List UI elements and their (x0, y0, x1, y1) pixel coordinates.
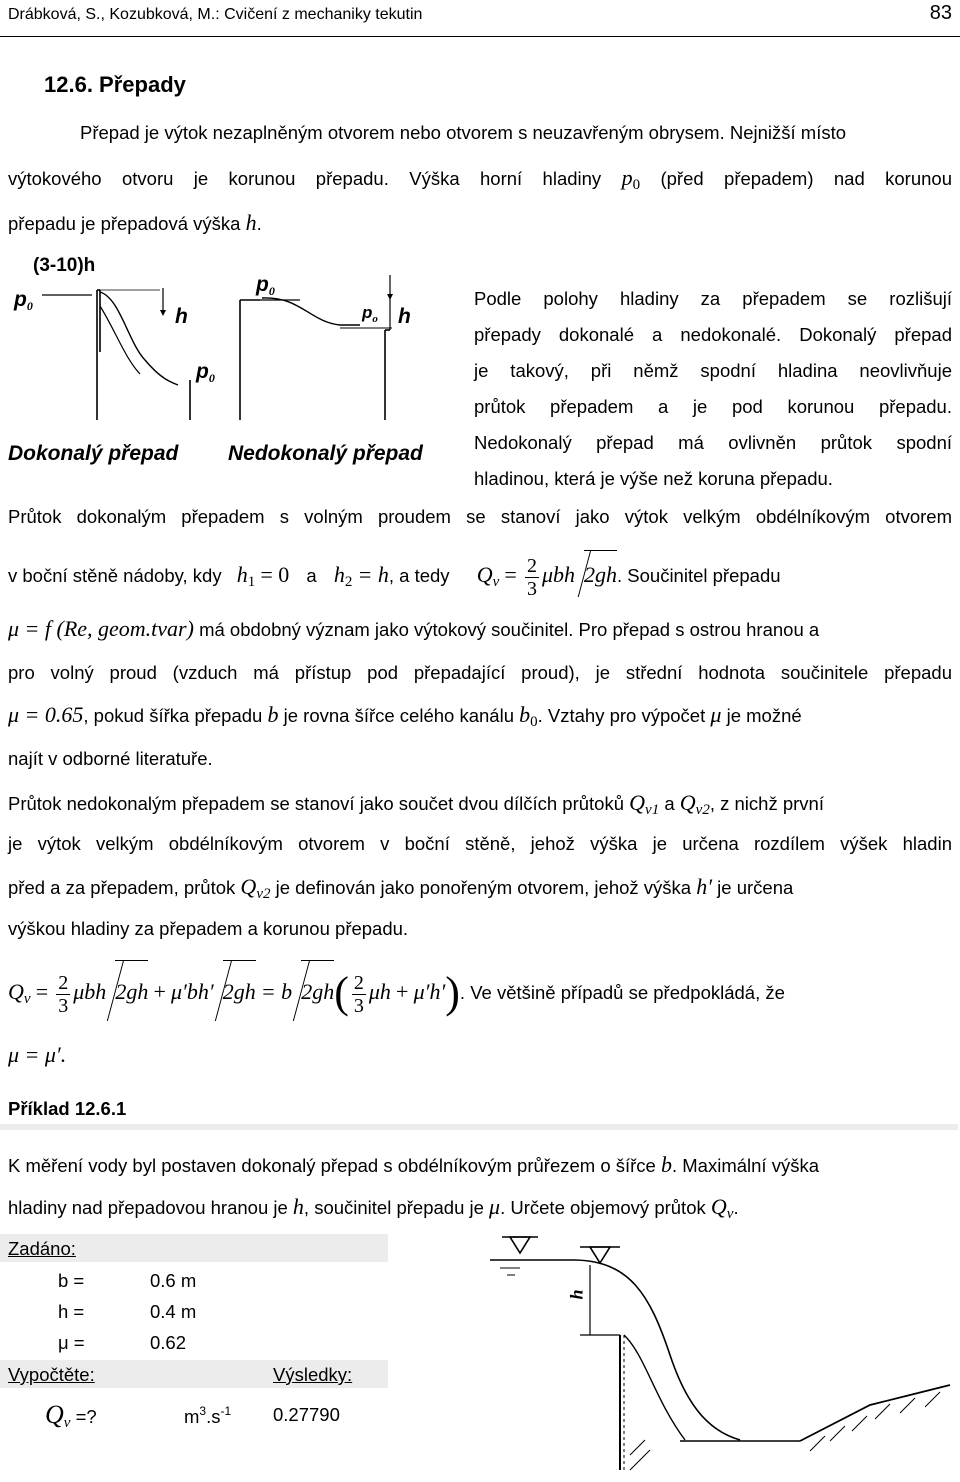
equation-ref: (3-10)h (33, 255, 96, 276)
side-line-3: je takový, při němž spodní hladina neovlivňuje (474, 360, 952, 381)
imperfect-weir-formula: $Q_v$ = $\frac{2}{3}$ μbh 2gh + μ′bh′ 2gh = b 2gh( $\frac{2}{3}$ μh + μ′h′). Ve většině případů se předpokládá, že (8, 960, 952, 1029)
crest-level-triangle (590, 1247, 610, 1263)
right-nappe (262, 298, 360, 325)
caption-imperfect-weir: Nedokonalý přepad (228, 442, 423, 465)
weir-diagram (0, 270, 470, 450)
compute-row: $Q_v$ =? (45, 1400, 97, 1431)
given-value-h: 0.4 m (150, 1301, 197, 1322)
side-line-2: přepady dokonalé a nedokonalé. Dokonalý přepad (474, 324, 952, 345)
fig-p0-right-small: $p_o$ (362, 303, 378, 325)
given-row-mu: μ = (58, 1332, 85, 1353)
header-rule (0, 36, 960, 37)
given-value-b: 0.6 m (150, 1270, 197, 1291)
fig-p0-lower: $p_0$ (196, 360, 215, 385)
caption-perfect-weir: Dokonalý přepad (8, 442, 179, 465)
given-label: Zadáno: (8, 1238, 76, 1259)
side-line-6: hladinou, která je výše než koruna přepadu. (474, 468, 833, 489)
mu-equality: μ = μ′. (8, 1042, 67, 1067)
result-value: 0.27790 (273, 1404, 340, 1425)
p2-line-5: μ = 0.65, pokud šířka přepadu b je rovna šířce celého kanálu $b_0$. Vztahy pro výpočet μ je možné (8, 702, 802, 730)
given-row-h: h = (58, 1301, 85, 1322)
given-row-b: b = (58, 1270, 85, 1291)
upstream-level-triangle (510, 1237, 530, 1253)
example-title: Příklad 12.6.1 (8, 1098, 127, 1119)
p2-line-3: μ = f (Re, geom.tvar) má obdobný význam jako výtokový součinitel. Pro přepad s ostrou hranou a (8, 616, 820, 641)
example-line-1: K měření vody byl postaven dokonalý přepad s obdélníkovým průřezem o šířce b. Maximální výška (8, 1152, 819, 1177)
example-title-bar (0, 1124, 958, 1130)
left-nappe-lower (100, 306, 140, 374)
p3-line-3: před a za přepadem, průtok $Q_{v2}$ je definován jako ponořeným otvorem, jehož výška h′ je určena (8, 874, 794, 902)
p3-line-4: výškou hladiny za přepadem a korunou přepadu. (8, 918, 409, 939)
side-line-4: průtok přepadem a je pod korunou přepadu. (474, 396, 952, 417)
fig-h-left: h (175, 305, 188, 328)
example-weir-figure (480, 1225, 955, 1475)
intro-line-2: výtokového otvoru je korunou přepadu. Výška horní hladiny $p_0$ (před přepadem) nad korunou (8, 165, 952, 193)
left-nappe (100, 292, 178, 385)
p3-line-1: Průtok nedokonalým přepadem se stanoví jako součet dvou dílčích průtoků $Q_{v1}$ a $Q_{v2}$, z nichž první (8, 790, 824, 818)
side-line-5: Nedokonalý přepad má ovlivněn průtok spodní (474, 432, 952, 453)
compute-unit: $m^3.s^{-1}$ (184, 1404, 232, 1427)
p2-line-4: pro volný proud (vzduch má přístup pod přepadající proud), je střední hodnota součinitele přepadu (8, 662, 952, 683)
example-fig-h: h (566, 1289, 587, 1300)
p2-line-6: najít v odborné literatuře. (8, 748, 213, 769)
compute-label: Vypočtěte: (8, 1364, 95, 1385)
given-value-mu: 0.62 (150, 1332, 187, 1353)
p3-line-2: je výtok velkým obdélníkovým otvorem v boční stěně, jehož výška je určena rozdílem výšek hladin (8, 833, 952, 854)
fig-p0-left: $p_0$ (14, 288, 33, 313)
p2-line-1: Průtok dokonalým přepadem s volným proudem se stanoví jako výtok velkým obdélníkovým otvorem (8, 506, 952, 527)
page-number: 83 (929, 2, 952, 24)
example-line-2: hladiny nad přepadovou hranou je h, součinitel přepadu je μ. Určete objemový průtok $Q_v$. (8, 1194, 739, 1222)
intro-line-3: přepadu je přepadová výška h. (8, 210, 262, 235)
fig-p0-right: $p_0$ (256, 273, 275, 298)
p2-line-2: v boční stěně nádoby, kdy $h_1 = 0$ a $h_2 = h$, a tedy $Q_v$ = $\frac{2}{3}$ μbh 2gh. Součinitel přepadu (8, 550, 952, 605)
section-title: 12.6. Přepady (44, 72, 186, 97)
nappe-lower (624, 1335, 685, 1440)
side-line-1: Podle polohy hladiny za přepadem se rozlišují (474, 288, 952, 309)
fig-h-right: h (398, 305, 411, 328)
intro-line-1: Přepad je výtok nezaplněným otvorem nebo otvorem s neuzavřeným obrysem. Nejnižší místo (80, 122, 847, 143)
ground (800, 1385, 950, 1441)
results-label: Výsledky: (273, 1364, 353, 1385)
nappe-upper (575, 1260, 740, 1440)
running-header: Drábková, S., Kozubková, M.: Cvičení z mechaniky tekutin (8, 6, 423, 23)
